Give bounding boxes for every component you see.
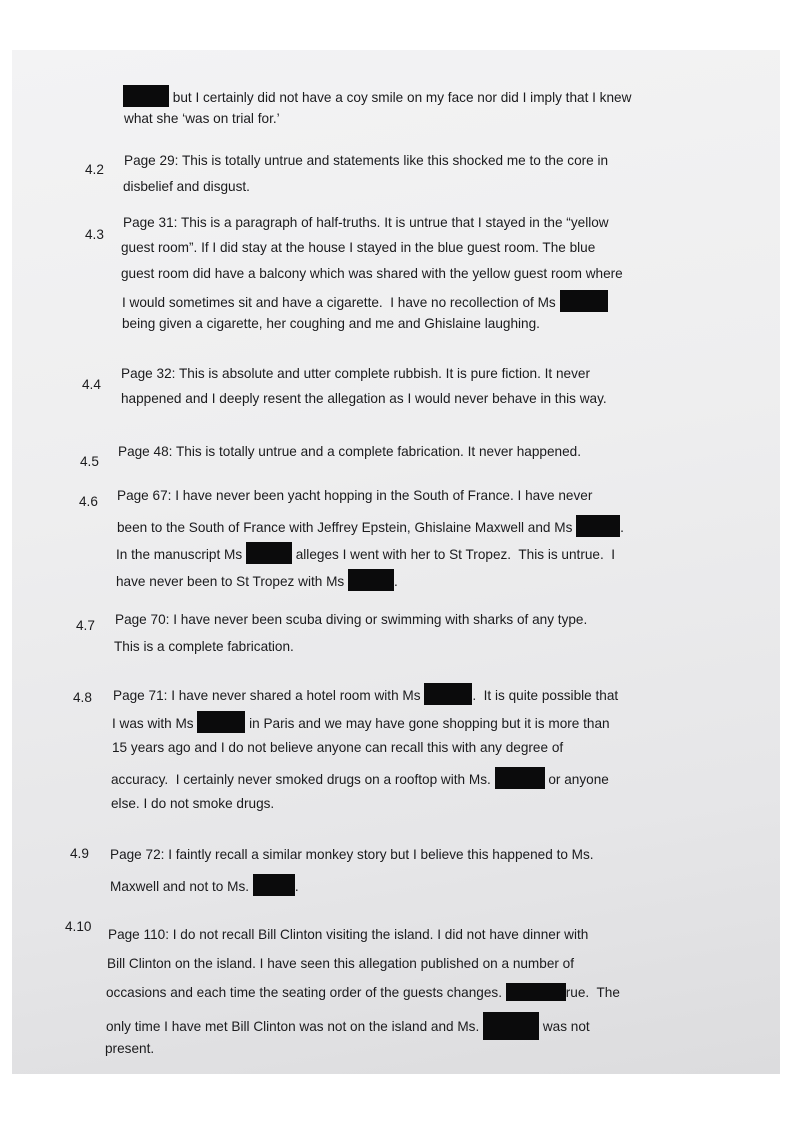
intro-line-2: what she ‘was on trial for.’ — [124, 111, 280, 126]
para-4-8-line-2: I was with Ms in Paris and we may have gone shopping but it is more than — [112, 711, 610, 733]
para-4-5-line-1: Page 48: This is totally untrue and a complete fabrication. It never happened. — [118, 444, 581, 459]
redaction-block — [576, 515, 620, 537]
redaction-block — [424, 683, 472, 705]
redaction-block — [253, 874, 295, 896]
para-4-8-line-3: 15 years ago and I do not believe anyone can recall this with any degree of — [112, 740, 564, 755]
para-4-8-line-5: else. I do not smoke drugs. — [111, 796, 275, 811]
para-4-6-line-3: In the manuscript Ms alleges I went with her to St Tropez. This is untrue. I — [116, 542, 615, 564]
para-4-6-line-2: been to the South of France with Jeffrey Epstein, Ghislaine Maxwell and Ms . — [117, 515, 624, 537]
para-4-3-line-2: guest room”. If I did stay at the house I stayed in the blue guest room. The blue — [121, 240, 596, 255]
paragraph-number: 4.6 — [79, 494, 98, 509]
para-4-10-line-5: present. — [105, 1041, 155, 1056]
para-4-3-line-3: guest room did have a balcony which was shared with the yellow guest room where — [121, 266, 623, 281]
redaction-block — [495, 767, 545, 789]
paragraph-number: 4.7 — [76, 618, 95, 633]
redaction-block — [483, 1012, 539, 1040]
para-4-8-line-4: accuracy. I certainly never smoked drugs on a rooftop with Ms. or anyone — [111, 767, 609, 789]
paragraph-number: 4.2 — [85, 162, 104, 177]
paragraph-number: 4.8 — [73, 690, 92, 705]
intro-line-1: but I certainly did not have a coy smile on my face nor did I imply that I knew — [123, 85, 631, 107]
para-4-6-line-4: have never been to St Tropez with Ms . — [116, 569, 398, 591]
para-4-4-line-2: happened and I deeply resent the allegation as I would never behave in this way. — [121, 391, 607, 406]
paragraph-number: 4.4 — [82, 377, 101, 392]
para-4-2-line-1: Page 29: This is totally untrue and statements like this shocked me to the core in — [124, 153, 609, 168]
redaction-block — [246, 542, 292, 564]
para-4-2-line-2: disbelief and disgust. — [123, 179, 250, 194]
para-4-9-line-1: Page 72: I faintly recall a similar monkey story but I believe this happened to Ms. — [110, 847, 594, 862]
paragraph-number: 4.9 — [70, 846, 89, 861]
para-4-10-line-2: Bill Clinton on the island. I have seen this allegation published on a number of — [107, 956, 575, 971]
para-4-9-line-2: Maxwell and not to Ms. . — [110, 874, 299, 896]
redaction-block — [197, 711, 245, 733]
redaction-block — [123, 85, 169, 107]
para-4-7-line-1: Page 70: I have never been scuba diving or swimming with sharks of any type. — [115, 612, 588, 627]
redaction-block — [560, 290, 608, 312]
para-4-3-line-1: Page 31: This is a paragraph of half-truths. It is untrue that I stayed in the “yellow — [123, 215, 609, 230]
para-4-6-line-1: Page 67: I have never been yacht hopping in the South of France. I have never — [117, 488, 593, 503]
paragraph-number: 4.10 — [65, 919, 92, 934]
redaction-block — [348, 569, 394, 591]
para-4-7-line-2: This is a complete fabrication. — [114, 639, 294, 654]
para-4-3-line-4: I would sometimes sit and have a cigarette. I have no recollection of Ms — [122, 290, 608, 312]
para-4-8-line-1: Page 71: I have never shared a hotel room with Ms . It is quite possible that — [113, 683, 618, 705]
para-4-3-line-5: being given a cigarette, her coughing and me and Ghislaine laughing. — [122, 316, 540, 331]
paragraph-number: 4.5 — [80, 454, 99, 469]
para-4-10-line-1: Page 110: I do not recall Bill Clinton visiting the island. I did not have dinner with — [108, 927, 589, 942]
para-4-10-line-4: only time I have met Bill Clinton was not on the island and Ms. was not — [106, 1012, 590, 1040]
para-4-4-line-1: Page 32: This is absolute and utter complete rubbish. It is pure fiction. It never — [121, 366, 590, 381]
para-4-10-line-3: occasions and each time the seating order of the guests changes. rue. The — [106, 985, 620, 1000]
redaction-block — [506, 983, 566, 1001]
paragraph-number: 4.3 — [85, 227, 104, 242]
